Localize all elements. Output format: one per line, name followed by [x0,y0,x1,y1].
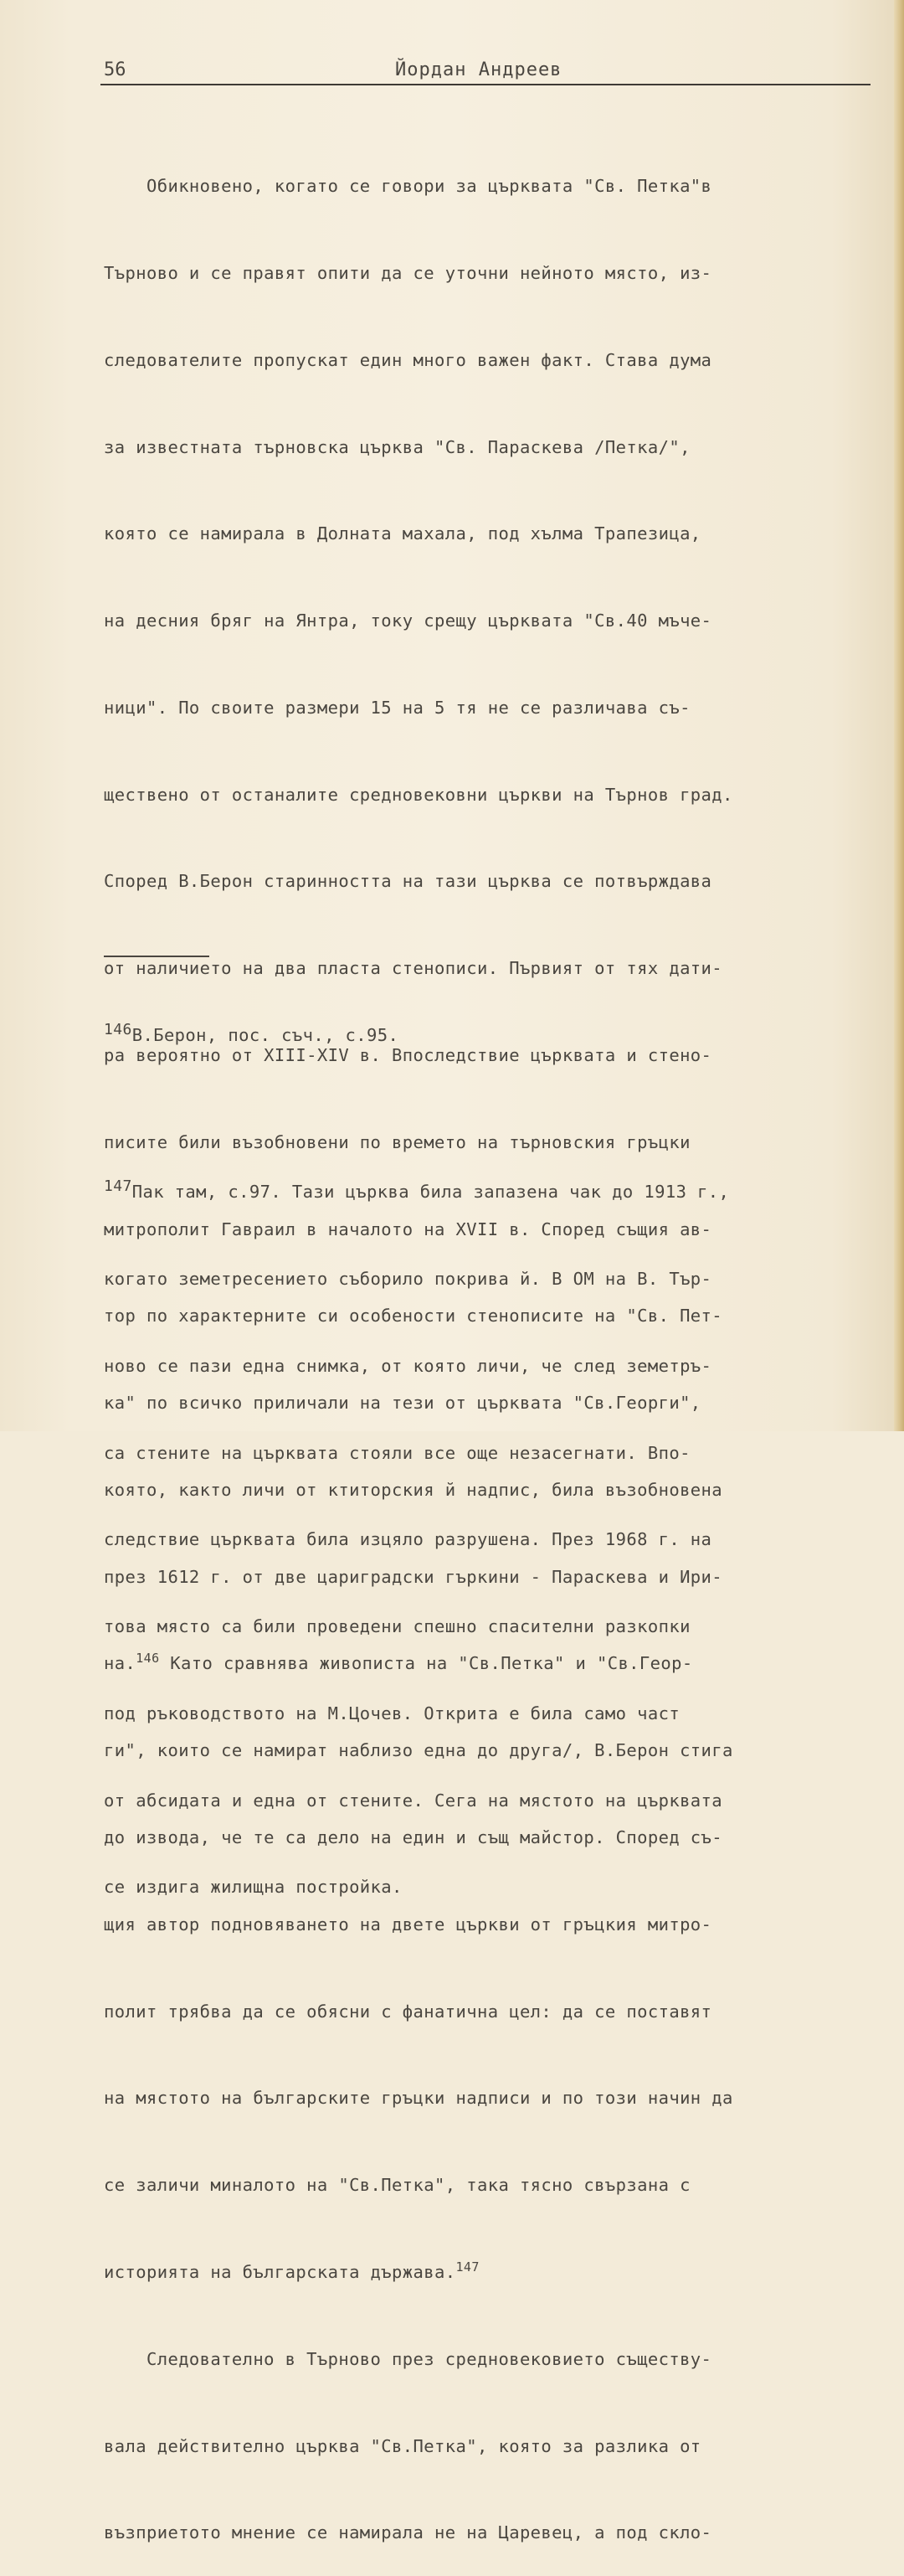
text-line: се заличи миналото на "Св.Петка", така тясно свързана с [104,2175,691,2196]
text-line: за известната търновска църква "Св. Параскева /Петка/", [104,436,691,457]
text-line: ка" по всичко приличали на тези от църквата "Св.Георги", [104,1393,701,1414]
text-line: Следователно в Търново през средновековието съществу- [104,2348,712,2369]
page-number: 56 [104,59,126,80]
footnote-line: ново се пази една снимка, от която личи, че след земетръ- [104,1355,712,1376]
text-fragment: Като сравнява живописта на "Св.Петка" и "Св.Геор- [159,1653,693,1674]
text-line: ра вероятно от XIII-XIV в. Впоследствие църквата и стено- [104,1045,712,1065]
text-line: писите били възобновени по времето на търновския гръцки [104,1131,691,1152]
footnote-number: 146 [104,1021,132,1039]
text-line: ници". По своите размери 15 на 5 тя не се различава съ- [104,697,691,718]
text-line: тор по характерните си особености стенописите на "Св. Пет- [104,1306,723,1327]
footnote-number: 147 [104,1177,132,1196]
footnote-line: под ръководството на М.Цочев. Открита е била само част [104,1703,681,1723]
footnote-line: са стените на църквата стояли все още незасегнати. Впо- [104,1442,691,1463]
text-line: на мястото на българските гръцки надписи и по този начин да [104,2088,733,2109]
text-fragment: на. [104,1653,136,1674]
footnote-line: се издига жилищна постройка. [104,1877,403,1898]
text-line: възприетото мнение се намирала не на Царевец, а под скло- [104,2522,712,2543]
page-edge [894,0,904,1431]
text-line: ществено от останалите средновековни църкви на Търнов град. [104,784,733,805]
footnote-line: когато земетресението съборило покрива й. В ОМ на В. Тър- [104,1268,712,1289]
text-line: щия автор подновяването на двете църкви от гръцкия митро- [104,1914,712,1935]
text-line: митрополит Гавраил в началото на XVII в. Според същия ав- [104,1218,712,1239]
text-line: до извода, че те са дело на един и същ майстор. Според съ- [104,1827,723,1848]
footnote-ref-146[interactable]: 146 [136,1651,160,1667]
footnote-divider [104,956,209,957]
text-line: от наличието на два пласта стенописи. Първият от тях дати- [104,958,723,979]
text-line: на десния бряг на Янтра, току срещу църквата "Св.40 мъче- [104,611,712,631]
footnote-line: от абсидата и една от стените. Сега на мястото на църквата [104,1790,723,1811]
text-line: следователите пропускат един много важен факт. Става дума [104,349,712,370]
text-line: през 1612 г. от две цариградски гъркини - Параскева и Ири- [104,1566,723,1587]
text-line-with-footnote [104,2258,882,2287]
footnotes [104,963,882,1931]
text-line: която, както личи от ктиторския й надпис, била възобновена [104,1479,723,1500]
footnote-line: това място са били проведени спешно спасителни разкопки [104,1616,691,1637]
text-line: Според В.Берон старинността на тази църква се потвърждава [104,871,712,892]
text-line: Обикновено, когато се говори за църквата "Св. Петка"в [104,176,712,197]
page-header [100,59,871,85]
footnote-ref-147[interactable]: 147 [455,2259,480,2275]
footnote-147 [104,1177,882,1207]
text-line: полит трябва да се обясни с фанатична цел: да се поставят [104,2001,712,2022]
running-head: Йордан Андреев [395,59,562,80]
text-line: ги", които се намират наблизо една до друга/, В.Берон стига [104,1740,733,1761]
footnote-spacer [104,1108,882,1120]
text-line: Търново и се правят опити да се уточни нейното място, из- [104,262,712,283]
text-line: вала действително църква "Св.Петка", която за разлика от [104,2435,701,2456]
footnote-146 [104,1021,882,1050]
footnote-text: В.Берон, пос. съч., с.95. [131,1025,399,1046]
text-fragment: историята на българската държава. [104,2261,456,2282]
text-line: която се намирала в Долната махала, под хълма Трапезица, [104,523,701,544]
footnote-line: следствие църквата била изцяло разрушена. През 1968 г. на [104,1529,712,1550]
footnote-text: Пак там, с.97. Тази църква била запазена чак до 1913 г., [131,1182,730,1203]
